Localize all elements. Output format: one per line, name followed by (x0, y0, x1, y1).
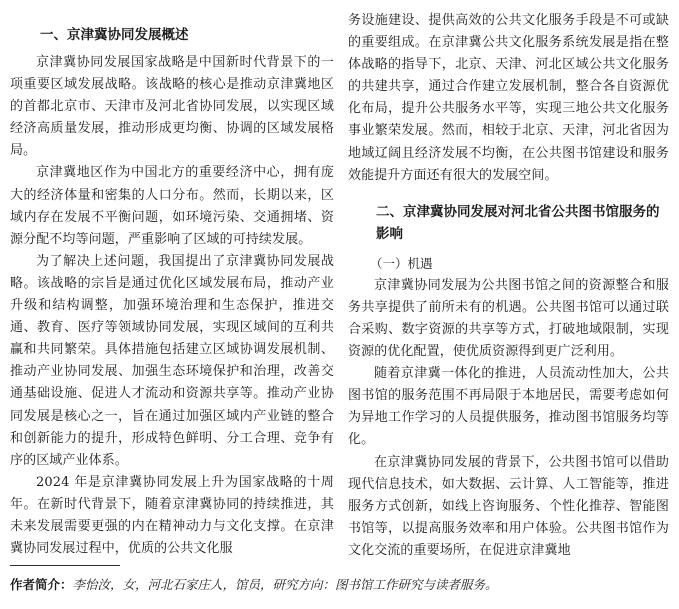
paragraph: 随着京津冀一体化的推进，人员流动性加大，公共图书馆的服务范围不再局限于本地居民，需要考虑如何为异地工作学习的人员提供服务，推动图书馆服务均等化。 (348, 366, 669, 448)
paragraph: 京津冀地区作为中国北方的重要经济中心，拥有庞大的经济体量和密集的人口分布。然而，长期以来，区域内存在发展不平衡问题，如环境污染、交通拥堵、资源分配不均等问题，严重影响了区域的可持续发展。 (10, 165, 334, 247)
section-heading-2: 二、京津冀协同发展对河北省公共图书馆服务的影响 (376, 203, 660, 242)
author-footnote (10, 575, 670, 595)
paragraph: 2024 年是京津冀协同发展上升为国家战略的十周年。在新时代背景下，随着京津冀协同的持续推进，其未来发展需要更强的内在精神动力与文化支撑。在京津冀协同发展过程中，优质的公共文化服 (10, 474, 334, 557)
paragraph-continuation: 务设施建设、提供高效的公共文化服务手段是不可或缺的重要组成。在京津冀公共文化服务系统发展是指在整体战略的指导下，北京、天津、河北区域公共文化服务的共建共享，通过合作建立发展机制，整合各自资源优化布局，提升公共服务水平等，实现三地公共文化服务事业繁荣发展。然而，相较于北京、天津，河北省因为地域辽阔且经济发展不均衡，在公共图书馆建设和服务效能提升方面还有很大的发展空间。 (348, 13, 669, 183)
paragraph: 京津冀协同发展为公共图书馆之间的资源整合和服务共享提供了前所未有的机遇。公共图书馆可以通过联合采购、数字资源的共享等方式，打破地域限制，实现资源的优化配置，使优质资源得到更广泛利用。 (348, 277, 669, 360)
left-column (10, 10, 334, 560)
right-column (348, 10, 669, 562)
footnote-divider (10, 565, 120, 566)
paragraph: 在京津冀协同发展的背景下，公共图书馆可以借助现代信息技术，如大数据、云计算、人工智能等，推进服务方式创新，如线上咨询服务、个性化推荐、智能图书馆等，以提高服务效率和用户体验。公共图书馆作为文化交流的重要场所，在促进京津冀地 (348, 454, 669, 558)
section-heading-1: 一、京津冀协同发展概述 (40, 27, 189, 43)
subsection-heading: （一）机遇 (370, 255, 433, 271)
footnote-label: 作者简介： (10, 577, 73, 592)
footnote-text: 李怡汝，女，河北石家庄人，馆员，研究方向：图书馆工作研究与读者服务。 (72, 577, 498, 592)
paragraph: 为了解决上述问题，我国提出了京津冀协同发展战略。该战略的宗旨是通过优化区域发展布局，推动产业升级和结构调整，加强环境治理和生态保护，推进交通、教育、医疗等领域协同发展，实现区域间的互利共赢和共同繁荣。具体措施包括建立区域协调发展机制、推动产业协同发展、加强生态环境保护和治理，改善交通基础设施、促进人才流动和资源共享等。推动产业协同发展是核心之一，旨在通过加强区域内产业链的整合和创新能力的提升，形成特色鲜明、分工合理、竞争有序的区域产业体系。 (10, 253, 334, 468)
paragraph: 京津冀协同发展国家战略是中国新时代背景下的一项重要区域发展战略。该战略的核心是推动京津冀地区的首都北京市、天津市及河北省协同发展，以实现区域经济高质量发展，推动形成更均衡、协调的区域发展格局。 (10, 55, 334, 159)
